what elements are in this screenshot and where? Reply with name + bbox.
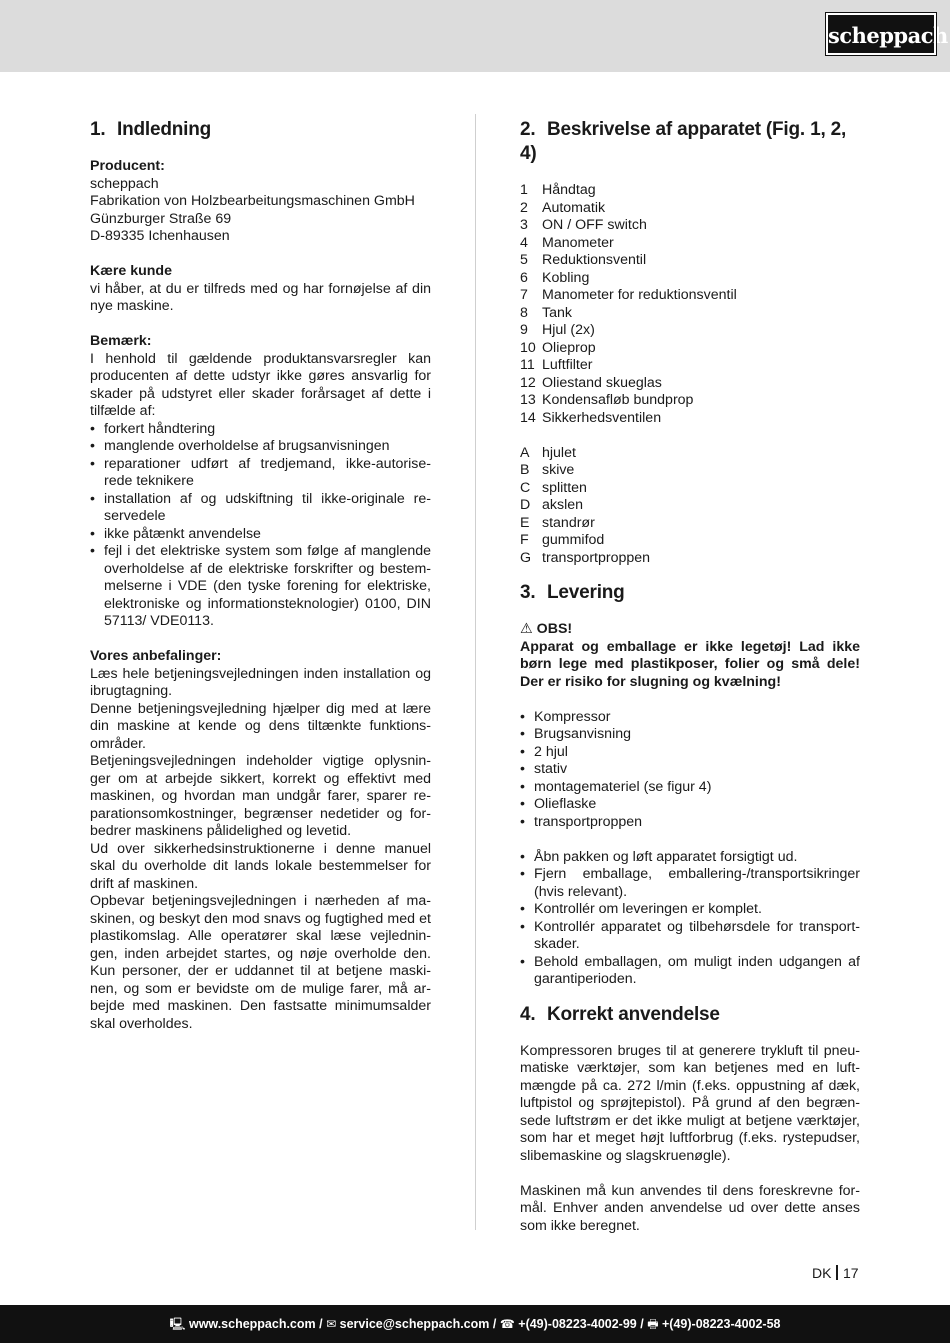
right-column <box>520 118 860 1235</box>
part-letter: C <box>520 479 531 496</box>
left-column <box>90 118 431 1033</box>
dear-text: vi håber, at du er tilfreds med og har fornøjelse af din nye maskine. <box>90 280 431 314</box>
list-item: • Åbn pakken og løft apparatet forsigtigt ud. <box>520 849 860 867</box>
part-letter: E <box>520 514 530 531</box>
recommendation-paragraph: Betjeningsvejledningen indeholder vigtige oplysnin-ger om at arbejde sikkert, korrekt og effektivt med maskinen, og hvordan man undgår farer, sparer re-parationsomkostninger, begrænser nedetider og for-bedrer maskinens pålidelighed og levetid. <box>90 753 431 839</box>
list-item: • stativ <box>520 761 860 779</box>
part-name: Tank <box>542 304 572 321</box>
recommendation-paragraph: Denne betjeningsvejledning hjælper dig med at lære din maskine at kende og dens tiltænkte funktions-områder. <box>90 700 431 752</box>
section-2-heading: 2. Beskrivelse af apparatet (Fig. 1, 2, 4) <box>520 119 847 164</box>
part-number: 4 <box>520 234 528 251</box>
list-item: • fejl i det elektriske system som følge af manglende overholdelse af de elektriske forskrifter og bestem-melserne i VDE (den tyske forening for elektriske, elektroniske og informationsteknologier) 0100, DIN 57113/ VDE0113. <box>90 543 431 631</box>
footer-phone: +(49)-08223-4002-99 / <box>518 1317 644 1331</box>
part-name: Hjul (2x) <box>542 322 595 338</box>
note-list <box>90 421 431 631</box>
recommendations-label: Vores anbefalinger: <box>90 648 222 664</box>
section-4-heading: 4. Korrekt anvendelse <box>520 1003 720 1025</box>
recommendation-paragraph: Opbevar betjeningsvejledningen i nærheden af ma-skinen, og beskyt den mod snavs og fugtighed med et plastikomslag. Alle operatører skal læse vejlednin-gen, inden arbejdet startes, og nøje overholde den. Kun personer, der er uddannet til at betjene maski-nen, og som er bevidste om de mulige farer, må ar-bejde med maskinen. Den fastsatte minimumsalder skal overholdes. <box>90 893 431 1032</box>
producer-label: Producent: <box>90 158 165 174</box>
part-name: gummifod <box>542 532 605 548</box>
part-name: Automatik <box>542 199 606 216</box>
producer-line: Fabrikation von Holzbearbeitungsmaschinen GmbH <box>90 193 415 209</box>
part-number: 13 <box>520 392 536 408</box>
list-item: • Kompressor <box>520 709 860 727</box>
column-divider <box>475 114 476 1230</box>
part-number: 8 <box>520 304 528 321</box>
parts-list <box>520 182 860 427</box>
part-name: Luftfilter <box>542 357 593 373</box>
page-language: DK <box>812 1265 832 1281</box>
part-number: 9 <box>520 322 528 338</box>
part-name: hjulet <box>542 444 576 461</box>
email-icon: ✉ <box>326 1317 337 1331</box>
part-name: Reduktionsventil <box>542 252 647 268</box>
part-number: 10 <box>520 339 536 356</box>
section-3-heading: 3. Levering <box>520 582 625 603</box>
part-name: Olieprop <box>542 339 596 356</box>
part-number: 12 <box>520 374 536 391</box>
part-name: standrør <box>542 514 595 531</box>
part-name: Kondensafløb bundprop <box>542 392 694 408</box>
producer-line: D-89335 Ichenhausen <box>90 228 230 244</box>
part-letter: G <box>520 549 532 566</box>
list-item: • Olieflaske <box>520 796 860 814</box>
list-item: • Brugsanvisning <box>520 726 860 744</box>
scheppach-logo: scheppach <box>826 13 936 55</box>
part-name: Sikkerhedsventilen <box>542 409 662 426</box>
part-name: splitten <box>542 479 587 496</box>
part-name: Manometer <box>542 234 614 251</box>
warning-label: ⚠ OBS! <box>520 621 573 637</box>
part-name: transportproppen <box>542 549 651 566</box>
list-item: • installation af og udskiftning til ikke-originale re-servedele <box>90 491 431 526</box>
list-item: • forkert håndtering <box>90 421 431 439</box>
phone-icon: ☎ <box>499 1317 515 1331</box>
part-number: 6 <box>520 269 528 286</box>
intended-use-paragraph: Kompressoren bruges til at generere trykluft til pneu-matiske værktøjer, som kan betjenes med en luft-mængde på ca. 272 l/min (f.eks. oppustning af dæk, luftpistol og sprøjtepistol). På grund af den begræn-sede luftstrøm er det ikke muligt at betjene værktøjer, som har et meget højt luftforbrug (f.eks. rystepudser, slibemaskine og slagskruenøgle). <box>520 1042 860 1164</box>
list-item: • 2 hjul <box>520 744 860 762</box>
part-letter: A <box>520 444 530 461</box>
section-1-heading: 1. Indledning <box>90 119 212 140</box>
list-item: • manglende overholdelse af brugsanvisningen <box>90 438 431 456</box>
footer-email[interactable]: service@scheppach.com / <box>339 1317 497 1331</box>
list-item: • montagemateriel (se figur 4) <box>520 779 860 797</box>
header-bar <box>0 0 950 72</box>
page-number <box>812 1265 859 1281</box>
part-name: ON / OFF switch <box>542 217 647 233</box>
part-name: Manometer for reduktionsventil <box>542 287 737 303</box>
list-item: • Behold emballagen, om muligt inden udgangen af garantiperioden. <box>520 954 860 989</box>
footer-fax: +(49)-08223-4002-58 <box>662 1317 781 1331</box>
part-name: Oliestand skueglas <box>542 374 662 391</box>
producer-line: Günzburger Straße 69 <box>90 210 232 227</box>
part-number: 2 <box>520 199 528 216</box>
part-name: Kobling <box>542 269 590 286</box>
part-name: Håndtag <box>542 182 596 198</box>
part-letter: D <box>520 497 531 513</box>
part-number: 7 <box>520 287 528 303</box>
footer-website[interactable]: www.scheppach.com / <box>188 1317 323 1331</box>
delivery-contents-list <box>520 709 860 832</box>
part-number: 11 <box>520 357 535 373</box>
page-number-value: 17 <box>842 1265 859 1281</box>
part-number: 3 <box>520 217 528 233</box>
recommendation-paragraph: Læs hele betjeningsvejledningen inden installation og ibrugtagning. <box>90 665 431 699</box>
producer-line: scheppach <box>90 175 159 192</box>
dear-label: Kære kunde <box>90 263 172 279</box>
part-letter: F <box>520 532 529 548</box>
computer-icon: 🖳 <box>169 1317 186 1331</box>
part-number: 14 <box>520 409 536 426</box>
list-item: • transportproppen <box>520 814 860 832</box>
list-item: • reparationer udført af tredjemand, ikke-autorise-rede teknikere <box>90 456 431 491</box>
fax-icon: 🖶 <box>647 1317 659 1331</box>
intended-use-paragraph: Maskinen må kun anvendes til dens foreskrevne for-mål. Enhver anden anvendelse ud over dette anses som ikke beregnet. <box>520 1182 860 1234</box>
list-item: • Kontrollér om leveringen er komplet. <box>520 901 860 919</box>
unpacking-steps-list <box>520 849 860 989</box>
list-item: • Kontrollér apparatet og tilbehørsdele for transport-skader. <box>520 919 860 954</box>
part-letter: B <box>520 462 530 478</box>
part-number: 5 <box>520 252 528 268</box>
producer-block <box>90 158 431 246</box>
letter-parts-list <box>520 445 860 568</box>
part-name: akslen <box>542 497 584 513</box>
footer-bar <box>0 1305 950 1343</box>
note-label: Bemærk: <box>90 333 152 349</box>
part-name: skive <box>542 462 575 478</box>
list-item: • Fjern emballage, emballering-/transportsikringer (hvis relevant). <box>520 866 860 901</box>
warning-text: Apparat og emballage er ikke legetøj! Lad ikke børn lege med plastikposer, folier og små dele! Der er risiko for slugning og kvælning! <box>520 638 860 690</box>
list-item: • ikke påtænkt anvendelse <box>90 526 431 544</box>
part-number: 1 <box>520 182 528 198</box>
recommendation-paragraph: Ud over sikkerhedsinstruktionerne i denne manuel skal du overholde dit lands lokale bestemmelser for drift af maskinen. <box>90 840 431 892</box>
note-text: I henhold til gældende produktansvarsregler kan producenten af dette udstyr ikke gøres ansvarlig for skader på udstyret eller skader forårsaget af dette i tilfælde af: <box>90 350 431 419</box>
